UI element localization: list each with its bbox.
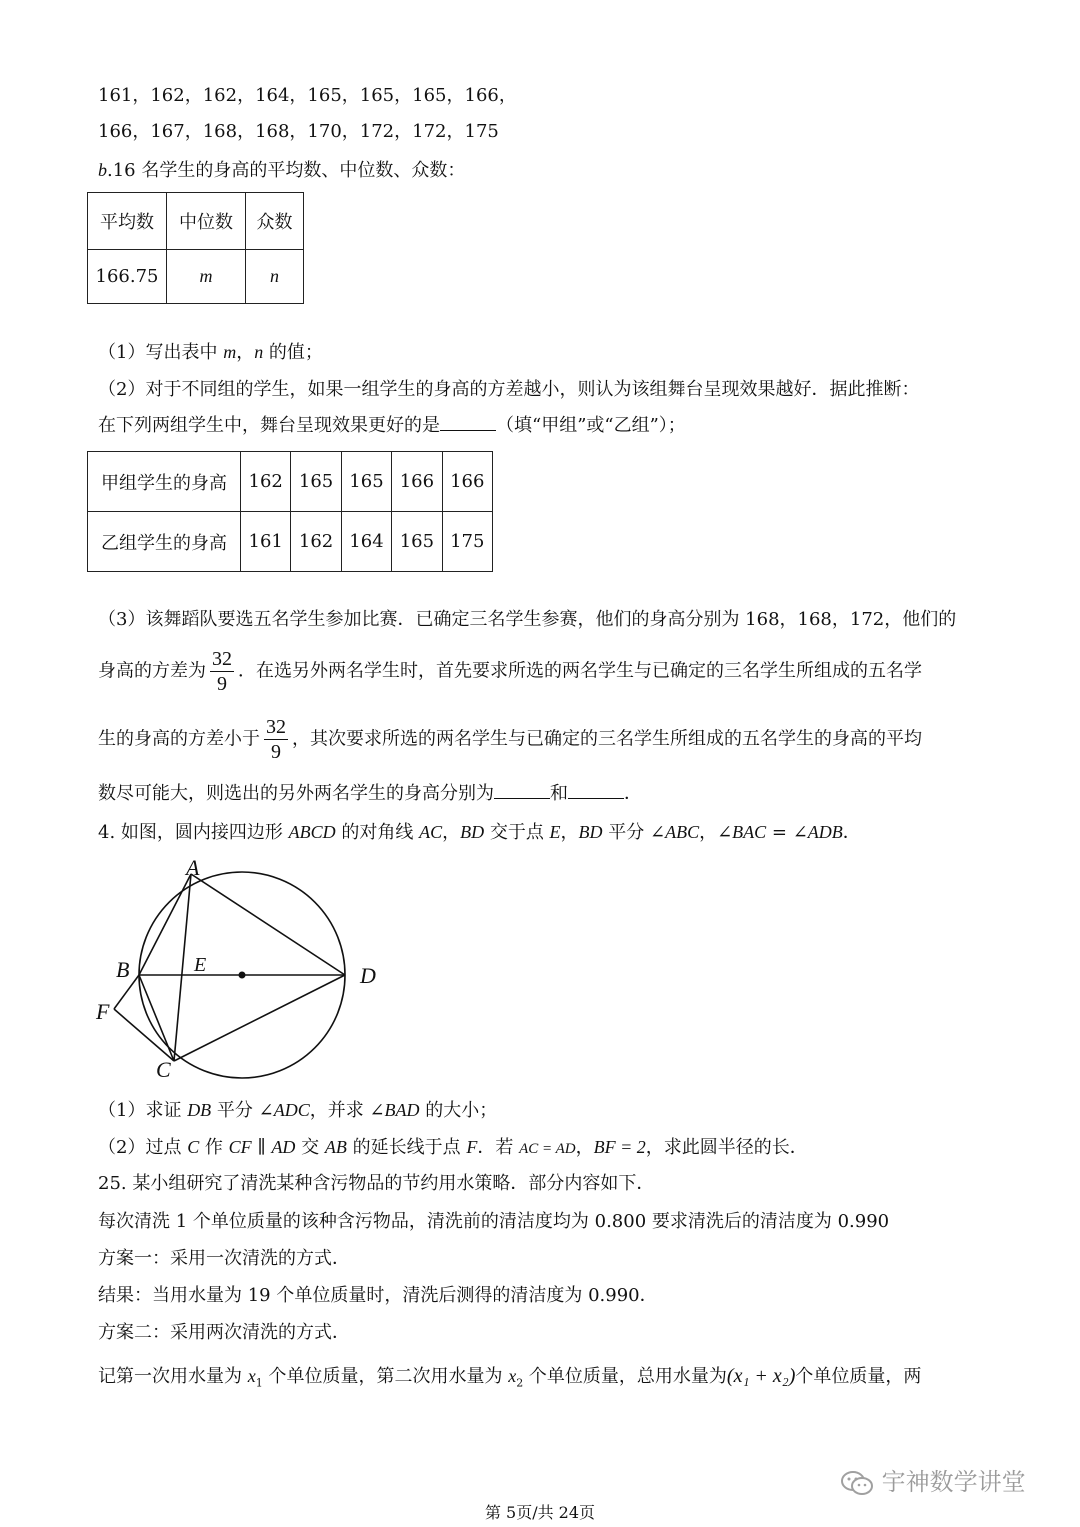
q3-answer-blank-1[interactable]: [494, 782, 550, 799]
p25-text: 个单位质量，总用水量为: [523, 1366, 727, 1387]
math-C: C: [187, 1137, 200, 1157]
stem-text: 平分 ∠: [602, 822, 666, 843]
cell: 175: [442, 512, 492, 572]
math-AD: AD: [271, 1137, 296, 1157]
question-2-line-1: （2）对于不同组的学生，如果一组学生的身高的方差越小，则认为该组舞台呈现效果越好．据此推断：: [98, 379, 920, 400]
q1-n: n: [254, 342, 264, 362]
math-F: F: [466, 1137, 478, 1157]
stats-value-mode: n: [246, 250, 304, 304]
label-A: A: [186, 855, 200, 880]
segment-CF: [114, 1009, 174, 1061]
data-line-1: 161，162，162，164，165，165，165，166，: [98, 85, 517, 106]
fraction-denominator: 9: [217, 673, 227, 695]
q3-text-cont: ．在选另外两名学生时，首先要求所选的两名学生与已确定的三名学生所组成的五名学: [238, 660, 922, 682]
q3-text: 生的身高的方差小于: [98, 728, 260, 750]
cell: 162: [291, 512, 341, 572]
math-BAD: BAD: [384, 1100, 420, 1120]
problem-25-line-2: 每次清洗 1 个单位质量的该种含污物品，清洗前的清洁度均为 0.800 要求清洗后的清洁度为 0.990: [98, 1211, 890, 1232]
q1-sep: ，: [236, 342, 255, 363]
math-condition-2: BF = 2: [593, 1137, 646, 1157]
cell: 166: [392, 452, 442, 512]
math-subscript: 1: [255, 1376, 263, 1390]
stats-header-median: 中位数: [167, 193, 246, 250]
row-label: 甲组学生的身高: [88, 452, 241, 512]
math-E: E: [549, 822, 561, 842]
stats-value-mean: 166.75: [88, 250, 167, 304]
question-1: [98, 340, 323, 365]
stem-text: = ∠: [766, 822, 808, 843]
p25-text: 记第一次用水量为: [98, 1366, 248, 1387]
problem-25-line-3: 方案一：采用一次清洗的方式．: [98, 1248, 350, 1269]
q2-text-end: （填“甲组”或“乙组”）；: [496, 415, 686, 436]
cell: 161: [241, 512, 291, 572]
label-E: E: [194, 954, 207, 976]
label-B: B: [116, 957, 130, 982]
sub-text: 平分 ∠: [211, 1100, 274, 1121]
stem-text: 的对角线: [335, 822, 420, 843]
q1-m: m: [223, 342, 237, 362]
watermark-text: 宇神数学讲堂: [881, 1468, 1026, 1496]
stem-text: ，: [442, 822, 461, 843]
stats-header-mean: 平均数: [88, 193, 167, 250]
stem-text: 4. 如图，圆内接四边形: [98, 822, 289, 843]
math-x: x: [508, 1366, 517, 1386]
math-total-water: (x₁ + x₂): [726, 1365, 796, 1387]
q3-end: ．: [624, 783, 642, 804]
sub-text: （2）过点: [98, 1137, 188, 1158]
q3-answer-blank-2[interactable]: [568, 782, 624, 799]
label-D: D: [360, 963, 376, 988]
sub-text: ，并求 ∠: [309, 1100, 385, 1121]
sub-text: 交: [295, 1137, 325, 1158]
circle-center-point: [239, 972, 246, 979]
fraction-32-9: [210, 648, 234, 695]
stats-caption-text: .16 名学生的身高的平均数、中位数、众数：: [107, 160, 466, 181]
sub-text: ，求此圆半径的长．: [645, 1137, 808, 1158]
q1-text-end: 的值；: [263, 342, 323, 363]
segment-BC: [139, 975, 174, 1061]
question-3-line-3: [98, 716, 922, 763]
stem-text: ，∠: [699, 822, 733, 843]
math-BD: BD: [460, 822, 485, 842]
stem-text: 交于点: [484, 822, 550, 843]
math-AC: AC: [419, 822, 443, 842]
math-DB: DB: [187, 1100, 212, 1120]
problem-25-line-1: 25. 某小组研究了清洗某种含污物品的节约用水策略．部分内容如下．: [98, 1173, 655, 1194]
watermark: [840, 1462, 1026, 1497]
cell: 165: [291, 452, 341, 512]
data-line-2: 166，167，168，168，170，172，172，175: [98, 121, 499, 142]
problem-24-sub-2: [98, 1135, 808, 1161]
problem-25-line-6: [98, 1364, 921, 1396]
groups-row-yi: [88, 512, 493, 572]
stats-table: [87, 192, 304, 304]
math-ADB: ADB: [807, 822, 843, 842]
math-ABCD: ABCD: [288, 822, 336, 842]
stats-header-mode: 众数: [246, 193, 304, 250]
cell: 164: [341, 512, 391, 572]
label-F: F: [96, 999, 110, 1024]
cell: 162: [241, 452, 291, 512]
q1-text: （1）写出表中: [98, 342, 224, 363]
math-CF: CF: [228, 1137, 252, 1157]
q2-text: 在下列两组学生中，舞台呈现效果更好的是: [98, 415, 440, 436]
math-ADC: ADC: [273, 1100, 310, 1120]
problem-24-sub-1: [98, 1098, 497, 1123]
sub-text: 的大小；: [419, 1100, 498, 1121]
math-AB: AB: [324, 1137, 347, 1157]
math-BD: BD: [578, 822, 603, 842]
sub-text: （1）求证: [98, 1100, 188, 1121]
q3-text: 身高的方差为: [98, 660, 206, 682]
fraction-numerator: 32: [212, 648, 232, 670]
question-2-line-2: [98, 414, 686, 438]
label-C: C: [156, 1057, 171, 1082]
groups-row-jia: [88, 452, 493, 512]
question-3-line-1: （3）该舞蹈队要选五名学生参加比赛．已确定三名学生参赛，他们的身高分别为 168，168，172，他们的: [98, 609, 957, 630]
groups-table: [87, 451, 493, 572]
segment-CD: [174, 975, 345, 1061]
p25-text: 个单位质量，第二次用水量为: [262, 1366, 509, 1387]
problem-25-line-4: 结果：当用水量为 19 个单位质量时，清洗后测得的清洁度为 0.990．: [98, 1285, 658, 1306]
q3-text: 数尽可能大，则选出的另外两名学生的身高分别为: [98, 783, 494, 804]
p25-text: 个单位质量，两: [795, 1366, 922, 1387]
math-ABC: ABC: [665, 822, 700, 842]
cell: 165: [341, 452, 391, 512]
page-footer: 第 5页/共 24页: [484, 1503, 596, 1522]
stem-text: ．: [842, 822, 861, 843]
stats-value-median: m: [167, 250, 246, 304]
cell: 166: [442, 452, 492, 512]
row-label: 乙组学生的身高: [88, 512, 241, 572]
q2-answer-blank[interactable]: [440, 414, 496, 431]
sub-text: ，: [575, 1137, 594, 1158]
question-3-line-4: [98, 782, 642, 806]
fraction-denominator: 9: [271, 741, 281, 763]
stem-text: ，: [560, 822, 579, 843]
math-subscript: 2: [516, 1376, 524, 1390]
fraction-32-9: [264, 716, 288, 763]
stats-caption: [98, 158, 465, 183]
math-BAC: BAC: [732, 822, 767, 842]
math-condition-1: AC = AD: [519, 1141, 576, 1157]
sub-text: ∥: [251, 1137, 272, 1158]
segment-AD: [191, 874, 345, 975]
wechat-icon: [840, 1470, 874, 1496]
math-x: x: [247, 1366, 256, 1386]
problem-24-stem: [98, 820, 861, 845]
q3-text-cont: ，其次要求所选的两名学生与已确定的三名学生所组成的五名学生的身高的平均: [292, 728, 922, 750]
sub-text: ．若: [477, 1137, 520, 1158]
problem-25-line-5: 方案二：采用两次清洗的方式．: [98, 1322, 350, 1343]
question-3-line-2: [98, 648, 922, 695]
sub-text: 作: [199, 1137, 229, 1158]
geometry-figure: [90, 855, 400, 1085]
q3-and: 和: [550, 783, 568, 804]
fraction-numerator: 32: [266, 716, 286, 738]
cell: 165: [392, 512, 442, 572]
label-b: b: [98, 160, 107, 180]
sub-text: 的延长线于点: [346, 1137, 467, 1158]
